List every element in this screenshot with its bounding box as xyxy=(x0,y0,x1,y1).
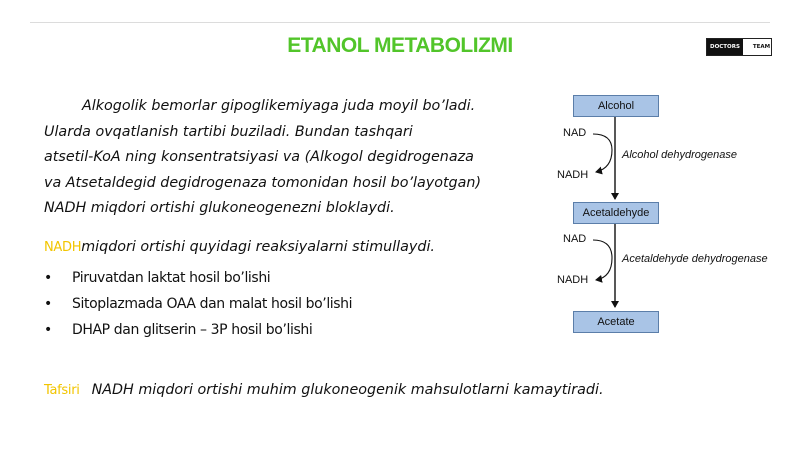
list-item-text: DHAP dan glitserin – 3P hosil bo’lishi xyxy=(72,322,313,338)
nad-label-2: NAD xyxy=(563,233,587,245)
page-title: ETANOL METABOLIZMI xyxy=(287,34,513,57)
list-item-text: Sitoplazmada OAA dan malat hosil bo’lishi xyxy=(72,296,353,312)
bullet-icon: • xyxy=(44,270,52,286)
enzyme-label-1: Alcohol dehydrogenase xyxy=(622,149,737,161)
paragraph-line: Ularda ovqatlanish tartibi buziladi. Bundan tashqari xyxy=(44,123,413,140)
list-item-text: Piruvatdan laktat hosil bo’lishi xyxy=(72,270,271,286)
paragraph-line: atsetil-KoA ning konsentratsiyasi va (Alkogol degidrogenaza xyxy=(44,149,474,165)
logo-left-text: DOCTORS xyxy=(707,39,743,55)
alcohol-box: Alcohol xyxy=(573,95,659,117)
nad-label-1: NAD xyxy=(563,127,587,139)
cofactor-curve-1 xyxy=(593,134,612,172)
nadh-label-1: NADH xyxy=(557,169,589,181)
logo-right-text: TEAM xyxy=(752,44,771,50)
acetaldehyde-box: Acetaldehyde xyxy=(573,202,659,224)
bullet-icon: • xyxy=(44,322,52,338)
bullet-icon: • xyxy=(44,296,52,312)
paragraph-line: Alkogolik bemorlar gipoglikemiyaga juda moyil bo’ladi. xyxy=(82,98,476,114)
nadh-highlight: NADH xyxy=(44,240,82,255)
stimulation-text: miqdori ortishi quyidagi reaksiyalarni stimullaydi. xyxy=(81,239,435,255)
cofactor-curve-2 xyxy=(593,240,612,280)
conclusion-tag: Tafsiri xyxy=(44,383,80,398)
paragraph-line: NADH miqdori ortishi glukoneogenezni bloklaydi. xyxy=(44,200,395,216)
paragraph-line: va Atsetaldegid degidrogenaza tomonidan hosil bo’layotgan) xyxy=(44,174,482,191)
nadh-label-2: NADH xyxy=(557,274,589,286)
acetate-box: Acetate xyxy=(573,311,659,333)
conclusion-text: NADH miqdori ortishi muhim glukoneogenik mahsulotlarni kamaytiradi. xyxy=(91,382,604,398)
enzyme-label-2: Acetaldehyde dehydrogenase xyxy=(622,253,768,265)
